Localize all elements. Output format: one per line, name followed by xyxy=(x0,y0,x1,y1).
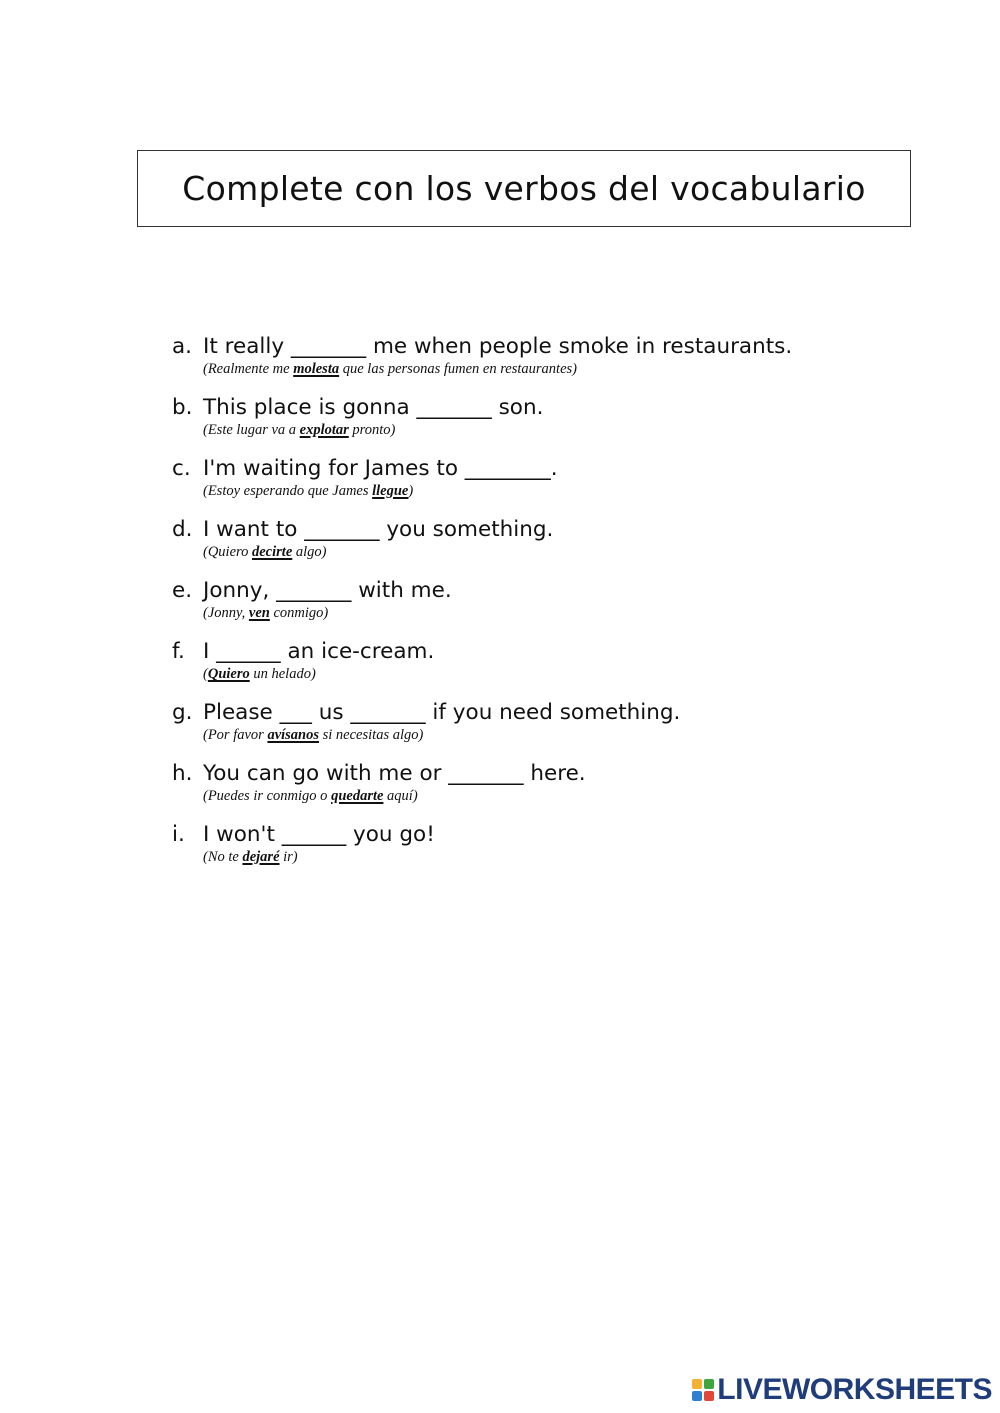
sentence-text: I won't ______ you go! xyxy=(203,822,435,847)
exercise-sentence xyxy=(172,452,932,486)
spanish-translation xyxy=(203,360,932,378)
exercise-list xyxy=(172,330,932,879)
translation-post: ir) xyxy=(279,849,298,865)
sentence-text: Jonny, _______ with me. xyxy=(203,578,452,603)
sentence-text: You can go with me or _______ here. xyxy=(203,761,586,786)
exercise-item xyxy=(172,635,932,696)
translation-verb: ven xyxy=(248,605,270,621)
translation-verb: avísanos xyxy=(267,727,320,743)
translation-verb: llegue xyxy=(372,483,409,499)
exercise-item xyxy=(172,818,932,879)
translation-post: que las personas fumen en restaurantes) xyxy=(339,361,577,377)
translation-verb: dejaré xyxy=(242,849,280,865)
translation-pre: (Realmente me xyxy=(203,361,294,377)
translation-pre: (Estoy esperando que James xyxy=(203,483,373,499)
item-letter: g. xyxy=(172,700,193,725)
translation-pre: (Jonny, xyxy=(203,605,249,621)
exercise-item xyxy=(172,574,932,635)
translation-pre: (Puedes ir conmigo o xyxy=(203,788,332,804)
exercise-sentence xyxy=(172,513,932,547)
sentence-text: I ______ an ice-cream. xyxy=(203,639,435,664)
item-letter: a. xyxy=(172,334,193,359)
sentence-text: This place is gonna _______ son. xyxy=(203,395,544,420)
liveworksheets-logo xyxy=(692,1373,992,1407)
title-box xyxy=(137,150,911,227)
item-letter: d. xyxy=(172,517,193,542)
translation-pre: (No te xyxy=(203,849,243,865)
exercise-sentence xyxy=(172,391,932,425)
exercise-item xyxy=(172,757,932,818)
spanish-translation xyxy=(203,482,932,500)
sentence-text: I want to _______ you something. xyxy=(203,517,554,542)
translation-pre: ( xyxy=(203,666,208,682)
translation-verb: quedarte xyxy=(331,788,384,804)
item-letter: i. xyxy=(172,822,185,847)
logo-mark-icon xyxy=(692,1379,714,1401)
exercise-sentence xyxy=(172,818,932,852)
exercise-sentence xyxy=(172,696,932,730)
translation-post: aquí) xyxy=(383,788,418,804)
sentence-text: I'm waiting for James to ________. xyxy=(203,456,558,481)
exercise-sentence xyxy=(172,574,932,608)
translation-verb: Quiero xyxy=(207,666,250,682)
translation-pre: (Este lugar va a xyxy=(203,422,300,438)
exercise-sentence xyxy=(172,757,932,791)
translation-post: algo) xyxy=(292,544,327,560)
translation-post: pronto) xyxy=(348,422,396,438)
spanish-translation xyxy=(203,604,932,622)
exercise-item xyxy=(172,330,932,391)
exercise-item xyxy=(172,696,932,757)
translation-post: ) xyxy=(408,483,414,499)
translation-post: conmigo) xyxy=(269,605,329,621)
translation-verb: explotar xyxy=(299,422,349,438)
exercise-sentence xyxy=(172,330,932,364)
logo-text: LIVEWORKSHEETS xyxy=(717,1373,992,1406)
translation-verb: molesta xyxy=(293,361,340,377)
translation-pre: (Quiero xyxy=(203,544,252,560)
exercise-sentence xyxy=(172,635,932,669)
spanish-translation xyxy=(203,665,932,683)
worksheet-title: Complete con los verbos del vocabulario xyxy=(182,169,866,208)
exercise-item xyxy=(172,513,932,574)
exercise-item xyxy=(172,391,932,452)
item-letter: h. xyxy=(172,761,193,786)
sentence-text: Please ___ us _______ if you need something. xyxy=(203,700,681,725)
spanish-translation xyxy=(203,543,932,561)
sentence-text: It really _______ me when people smoke in restaurants. xyxy=(203,334,793,359)
translation-pre: (Por favor xyxy=(203,727,268,743)
translation-post: un helado) xyxy=(249,666,316,682)
exercise-item xyxy=(172,452,932,513)
item-letter: f. xyxy=(172,639,185,664)
translation-verb: decirte xyxy=(252,544,293,560)
spanish-translation xyxy=(203,421,932,439)
item-letter: b. xyxy=(172,395,193,420)
item-letter: c. xyxy=(172,456,191,481)
translation-post: si necesitas algo) xyxy=(319,727,424,743)
item-letter: e. xyxy=(172,578,193,603)
